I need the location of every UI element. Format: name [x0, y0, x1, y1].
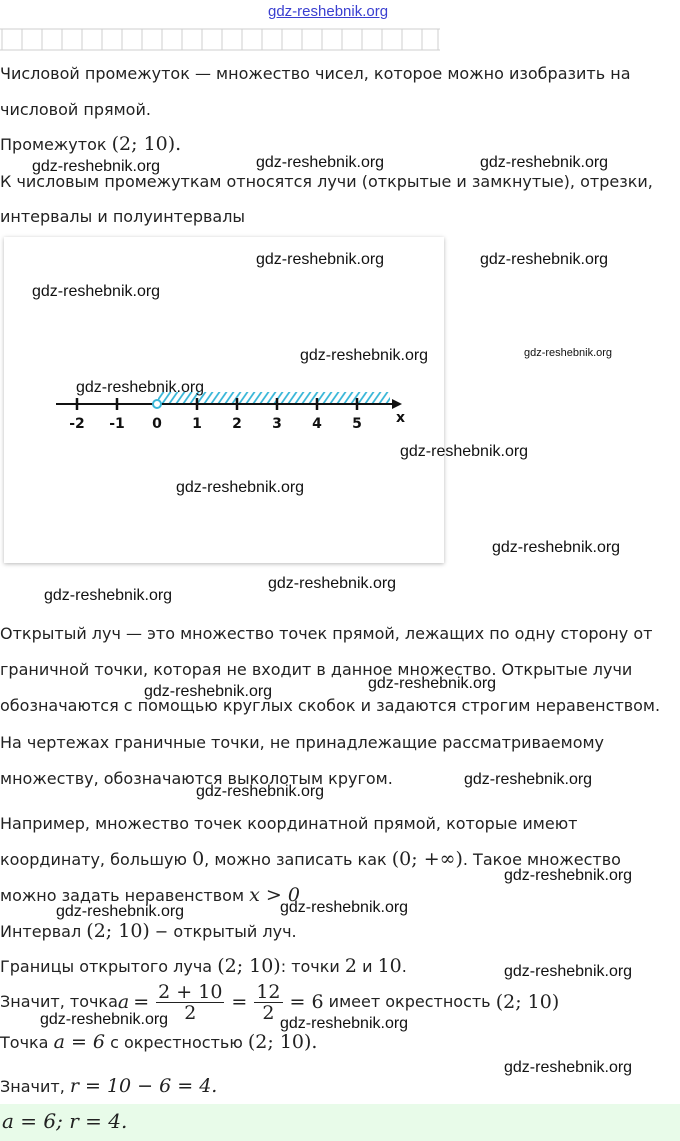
tick-label: -1 — [109, 416, 125, 432]
calc-neighborhood: (2; 10) — [495, 991, 560, 1013]
open-ray-line-4: На чертежах граничные точки, не принадлежащие рассматриваемому — [0, 733, 605, 752]
watermark: gdz-reshebnik.org — [504, 963, 633, 980]
tick-label: 2 — [232, 416, 242, 432]
watermark: gdz-reshebnik.org — [256, 251, 385, 268]
watermark: gdz-reshebnik.org — [256, 154, 385, 171]
watermark: gdz-reshebnik.org — [524, 347, 613, 359]
watermark: gdz-reshebnik.org — [300, 347, 429, 364]
watermark: gdz-reshebnik.org — [56, 903, 185, 920]
calc-text-a: Значит, точка — [0, 992, 118, 1011]
axis-arrow — [392, 399, 402, 409]
watermark: gdz-reshebnik.org — [504, 867, 633, 884]
tick-label: 5 — [352, 416, 362, 432]
tick-label: 3 — [272, 416, 282, 432]
radius-statement — [0, 1074, 217, 1099]
statement-text-a: Интервал — [0, 922, 87, 941]
radius-text-a: Значит, — [0, 1077, 70, 1096]
calc-equals-2: = — [231, 991, 248, 1013]
watermark: gdz-reshebnik.org — [480, 251, 609, 268]
watermark: gdz-reshebnik.org — [32, 158, 161, 175]
watermark: gdz-reshebnik.org — [464, 771, 593, 788]
interval-open-ray-statement — [0, 919, 297, 944]
boundaries-text-d: . — [401, 957, 407, 976]
tick-label: 0 — [152, 416, 162, 432]
watermark: gdz-reshebnik.org — [32, 283, 161, 300]
open-ray-line-2: граничной точки, которая не входит в данное множество. Открытые лучи — [0, 660, 633, 679]
watermark: gdz-reshebnik.org — [492, 539, 621, 556]
statement-math: (2; 10) — [86, 920, 150, 942]
fraction-result — [254, 982, 282, 1023]
point-neighborhood: (2; 10). — [247, 1031, 318, 1053]
boundaries-text-b: : точки — [280, 957, 345, 976]
watermark: gdz-reshebnik.org — [44, 587, 173, 604]
point-text-b: с окрестностью — [105, 1033, 248, 1052]
point-text-a: Точка — [0, 1033, 54, 1052]
header-watermark-link[interactable]: gdz-reshebnik.org — [268, 3, 389, 20]
example-line-1: Например, множество точек координатной прямой, которые имеют — [0, 814, 578, 833]
boundary-ten: 10 — [377, 955, 402, 977]
statement-text-b: − открытый луч. — [149, 922, 297, 941]
answer-text: a = 6; r = 4. — [2, 1109, 128, 1133]
calc-equals-6: = 6 — [289, 991, 324, 1013]
watermark: gdz-reshebnik.org — [196, 783, 325, 800]
calc-equals-1: = — [133, 991, 150, 1013]
fraction-result-denominator: 2 — [262, 1001, 275, 1024]
watermark: gdz-reshebnik.org — [368, 675, 497, 692]
fraction-result-numerator: 12 — [256, 980, 281, 1003]
types-line-1: К числовым промежуткам относятся лучи (открытые и замкнутые), отрезки, — [0, 172, 653, 191]
boundaries-text-a: Границы открытого луча — [0, 957, 218, 976]
tick-label: 4 — [312, 416, 322, 432]
open-ray-line-5: множеству, обозначаются выколотым кругом. — [0, 769, 393, 788]
calc-var-a: a — [117, 991, 130, 1013]
example-text-a: координату, большую — [0, 850, 193, 869]
radius-formula: r = 10 − 6 = 4. — [69, 1075, 218, 1097]
boundary-two: 2 — [344, 955, 357, 977]
tick-label: 1 — [192, 416, 202, 432]
open-ray-line-3: обозначаются с помощью круглых скобок и задаются строгим неравенством. — [0, 696, 661, 715]
answer-box — [0, 1104, 680, 1141]
types-line-2: интервалы и полуинтервалы — [0, 207, 246, 226]
open-ray-line-1: Открытый луч — это множество точек прямой, лежащих по одну сторону от — [0, 624, 653, 643]
example-inequality: x > 0 — [249, 884, 300, 906]
interval-math: (2; 10). — [111, 133, 182, 155]
watermark: gdz-reshebnik.org — [268, 575, 397, 592]
fraction-sum-denominator: 2 — [184, 1001, 197, 1024]
point-value: a = 6 — [53, 1031, 105, 1053]
tick-labels — [69, 416, 362, 432]
example-zero: 0 — [192, 848, 205, 870]
watermark: gdz-reshebnik.org — [40, 1011, 169, 1028]
fraction-sum-numerator: 2 + 10 — [158, 980, 223, 1003]
example-text-d: можно задать неравенством — [0, 886, 250, 905]
watermark: gdz-reshebnik.org — [280, 1015, 409, 1032]
definition-line-2: числовой прямой. — [0, 100, 151, 119]
example-ray-math: (0; +∞) — [391, 848, 463, 870]
interval-label: Промежуток — [0, 135, 112, 154]
point-statement — [0, 1030, 317, 1055]
watermark: gdz-reshebnik.org — [480, 154, 609, 171]
watermark: gdz-reshebnik.org — [76, 379, 205, 396]
watermark: gdz-reshebnik.org — [400, 443, 529, 460]
example-text-c: . Такое множество — [462, 850, 621, 869]
watermark: gdz-reshebnik.org — [144, 683, 273, 700]
open-point-circle — [153, 400, 161, 408]
axis-x-label: x — [396, 410, 406, 426]
notebook-grid-strip — [0, 25, 440, 51]
calc-text-b: имеет окрестность — [323, 992, 496, 1011]
interval-statement — [0, 132, 181, 157]
boundaries-interval: (2; 10) — [217, 955, 281, 977]
example-text-b: , можно записать как — [204, 850, 392, 869]
boundaries-statement — [0, 954, 407, 979]
definition-line-1: Числовой промежуток — множество чисел, которое можно изобразить на — [0, 64, 631, 83]
watermark: gdz-reshebnik.org — [176, 479, 305, 496]
watermark: gdz-reshebnik.org — [504, 1059, 633, 1076]
watermark: gdz-reshebnik.org — [280, 899, 409, 916]
tick-label: -2 — [69, 416, 85, 432]
boundaries-text-c: и — [357, 957, 378, 976]
